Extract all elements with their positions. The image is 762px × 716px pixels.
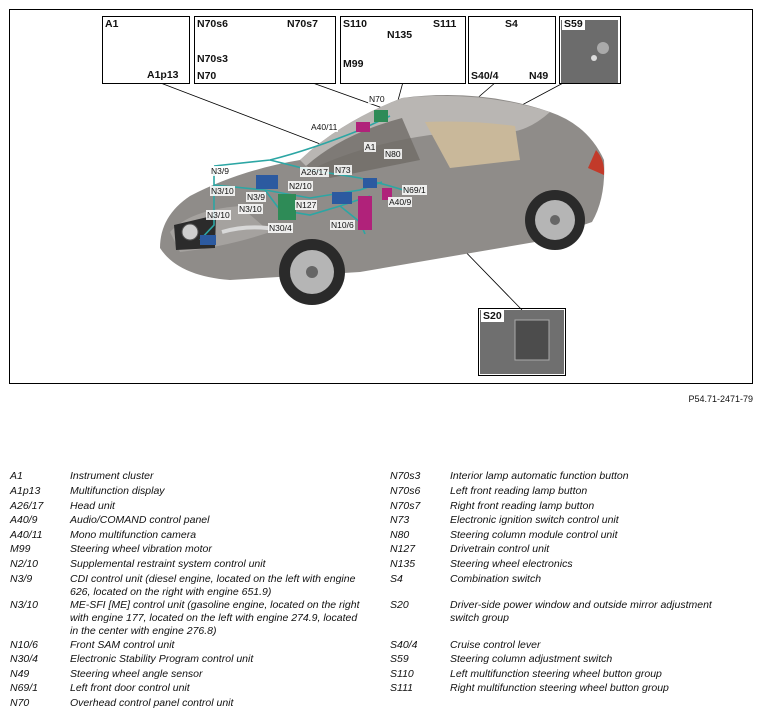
tag-n3-10-mid: N3/10 — [239, 204, 262, 214]
tag-a1: A1 — [365, 142, 376, 152]
callout-combination-switch — [468, 16, 556, 84]
tag-n127: N127 — [296, 200, 317, 210]
label-n135: N135 — [387, 29, 413, 41]
callout-steering-wheel — [340, 16, 466, 84]
label-a1p13: A1p13 — [147, 69, 179, 81]
label-n70s7: N70s7 — [287, 18, 318, 30]
label-n70s6: N70s6 — [197, 18, 228, 30]
tag-n30-4: N30/4 — [269, 223, 292, 233]
tag-n69-1: N69/1 — [403, 185, 426, 195]
label-s20: S20 — [483, 310, 502, 322]
label-a1: A1 — [105, 18, 119, 30]
label-s4: S4 — [505, 18, 518, 30]
tag-n3-9-mid: N3/9 — [247, 192, 265, 202]
callout-a1 — [102, 16, 190, 84]
callout-n70 — [194, 16, 336, 84]
car-body — [160, 95, 604, 305]
tag-n2-10: N2/10 — [289, 181, 312, 191]
label-m99: M99 — [343, 58, 364, 70]
label-n49: N49 — [529, 70, 549, 82]
label-s110: S110 — [343, 18, 367, 30]
label-s59: S59 — [564, 18, 583, 30]
diagram-frame — [9, 9, 753, 384]
tag-n10-6: N10/6 — [331, 220, 354, 230]
tag-n70: N70 — [369, 94, 385, 104]
label-n70s3: N70s3 — [197, 53, 228, 65]
figure-reference: P54.71-2471-79 — [688, 394, 753, 404]
tag-n73: N73 — [335, 165, 351, 175]
tag-a26-17: A26/17 — [301, 167, 328, 177]
callout-s59 — [559, 16, 621, 84]
tag-a40-9: A40/9 — [389, 197, 412, 207]
tag-n3-10-top: N3/10 — [211, 186, 234, 196]
label-s111: S111 — [433, 18, 457, 30]
label-n70: N70 — [197, 70, 217, 82]
label-s40-4: S40/4 — [471, 70, 499, 82]
tag-a40-11: A40/11 — [311, 122, 338, 132]
tag-n3-10-front: N3/10 — [207, 210, 230, 220]
callout-s20 — [478, 308, 566, 376]
tag-n80: N80 — [385, 149, 401, 159]
tag-n3-9-top: N3/9 — [211, 166, 229, 176]
